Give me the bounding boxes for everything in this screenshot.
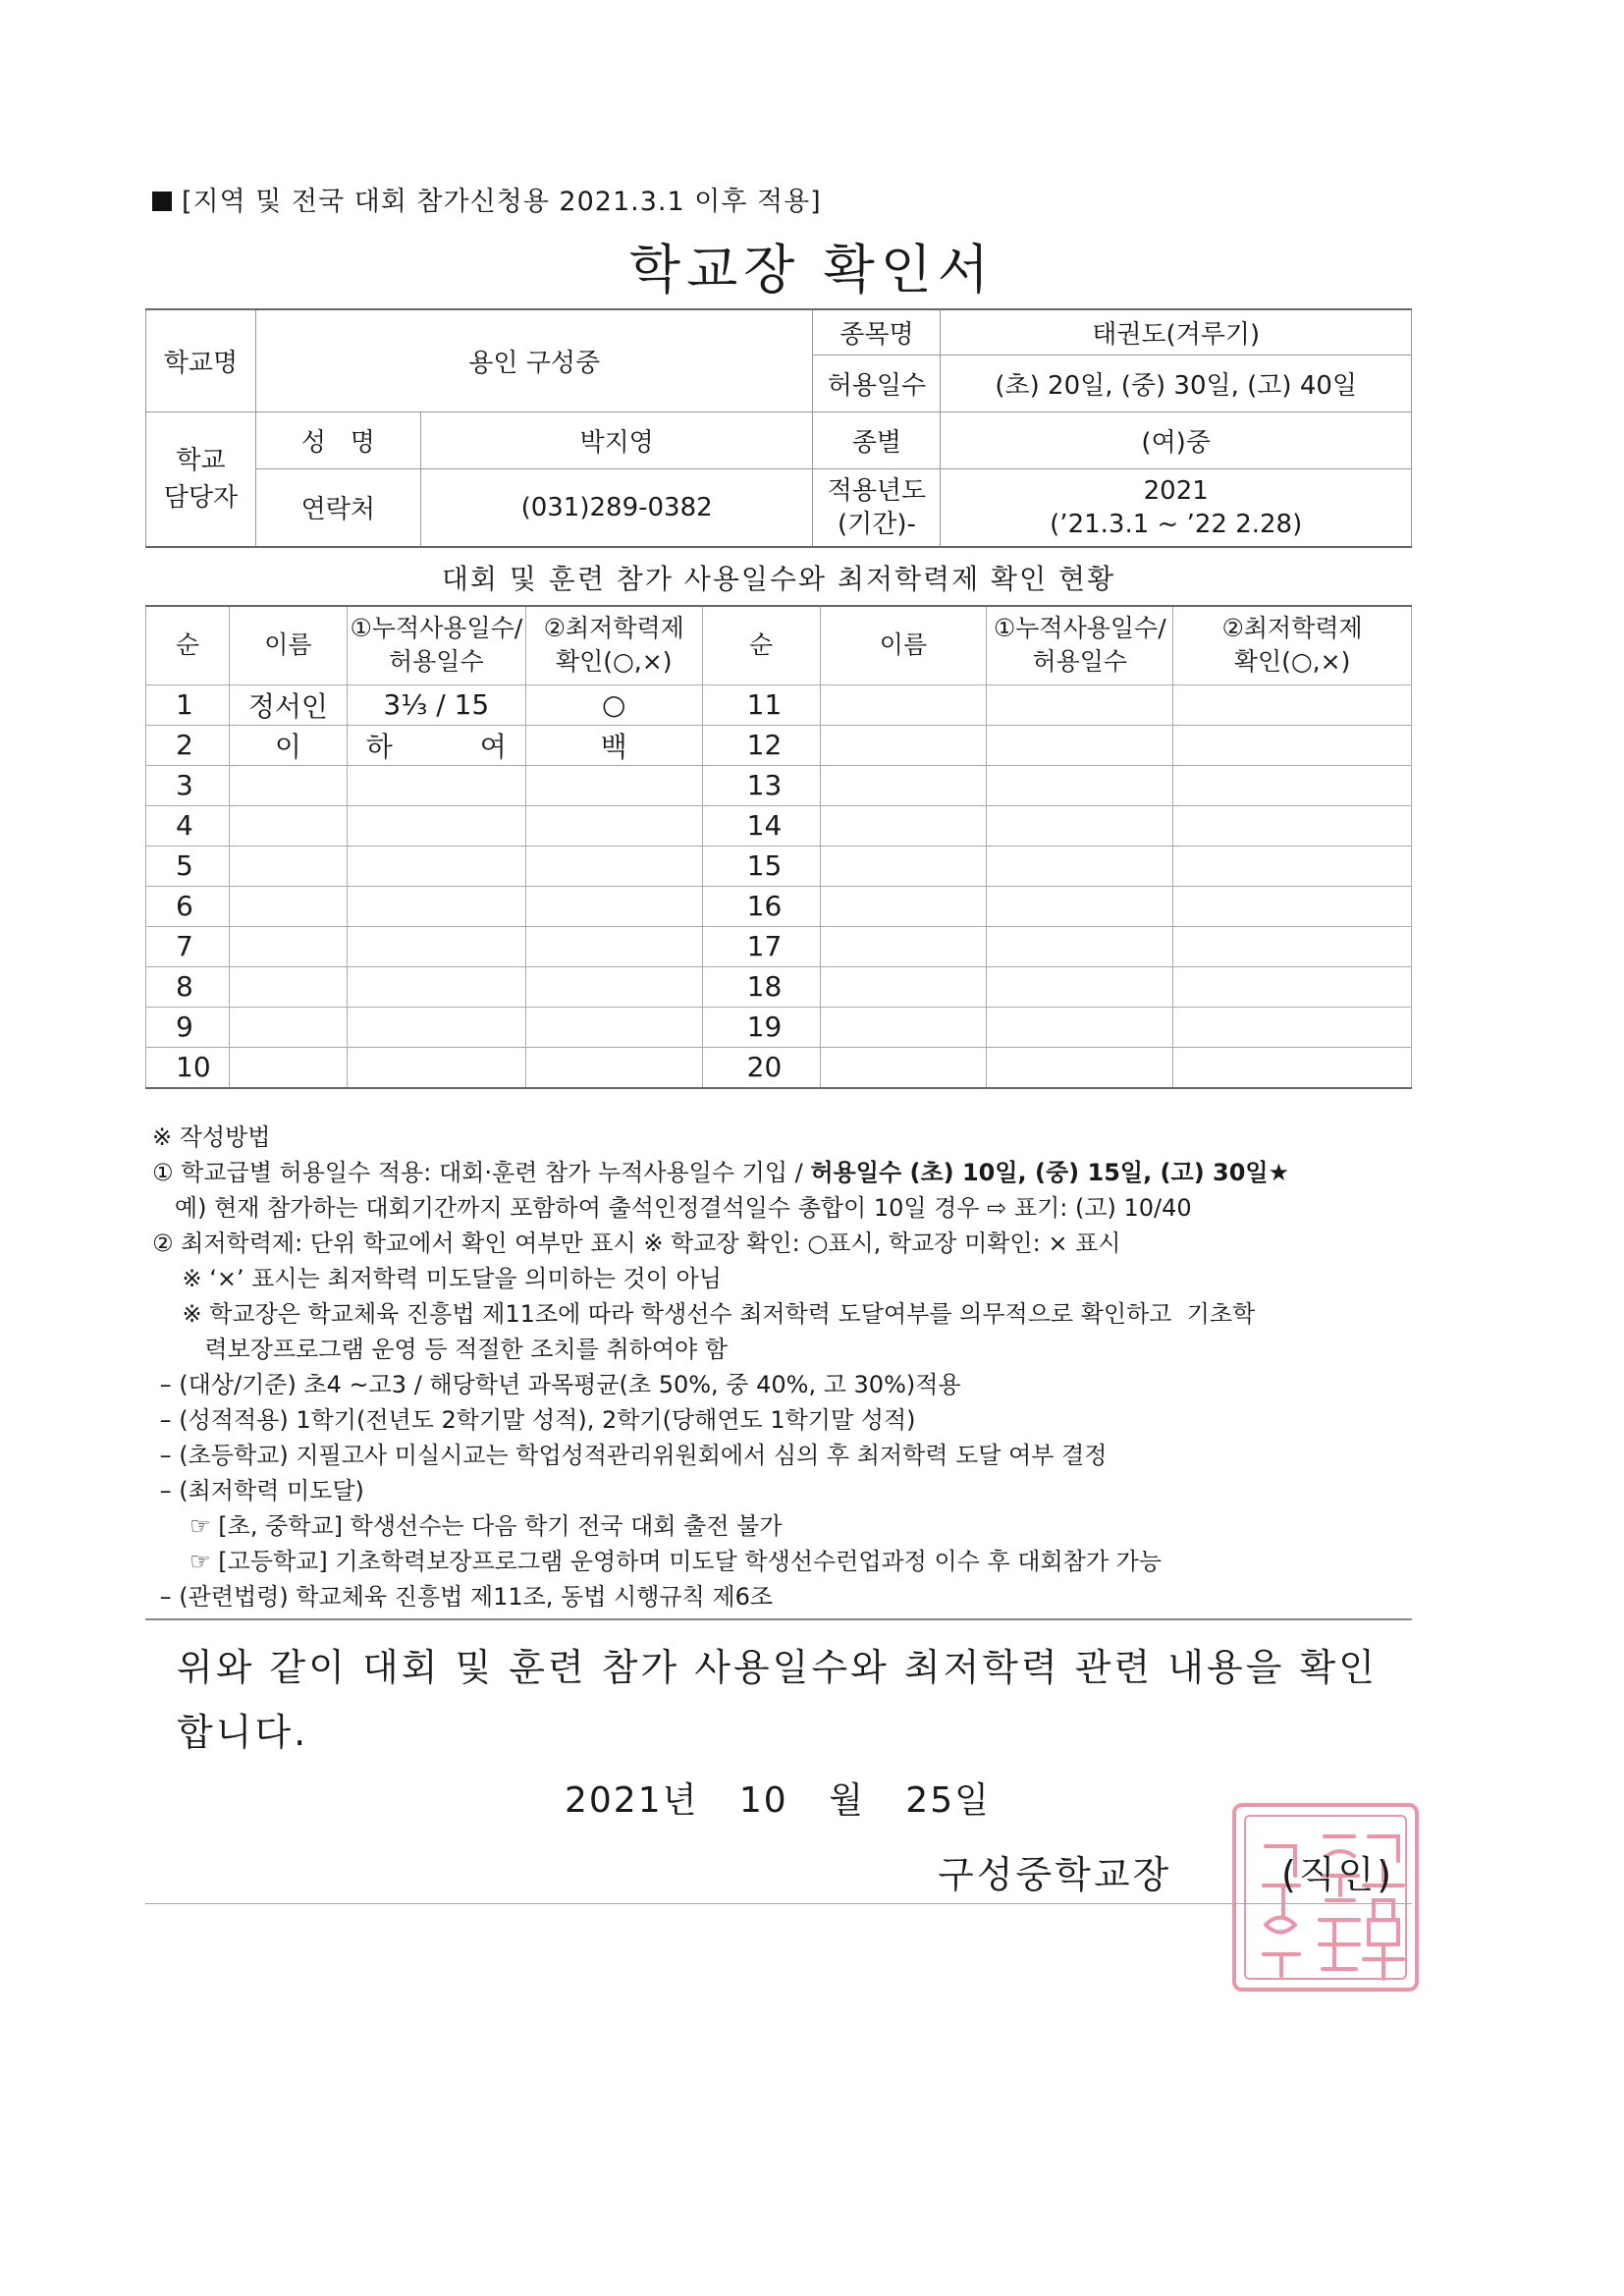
row-check: ○ xyxy=(525,684,702,725)
header-days-line2: 허용일수 xyxy=(389,647,484,677)
instruction-line: – (성적적용) 1학기(전년도 2학기말 성적), 2학기(당해연도 1학기말 성적) xyxy=(152,1406,916,1434)
instruction-line: – (관련법령) 학교체육 진흥법 제11조, 동법 시행규칙 제6조 xyxy=(152,1583,774,1611)
row-check-2 xyxy=(1173,966,1412,1007)
instruction-bold-text: 허용일수 (초) 10일, (중) 15일, (고) 30일★ xyxy=(810,1159,1290,1186)
info-table xyxy=(145,308,1412,548)
row-name-2 xyxy=(820,966,987,1007)
instruction-line: 예) 현재 참가하는 대회기간까지 포함하여 출석인정결석일수 총합이 10일 경우 ⇨ 표기: (고) 10/40 xyxy=(152,1194,1192,1222)
form-usage-tag xyxy=(152,180,822,218)
seal-label: (직인) xyxy=(1281,1853,1395,1896)
row-no-2: 17 xyxy=(702,926,820,966)
row-name: 정서인 xyxy=(229,684,347,725)
instruction-line xyxy=(152,1155,1429,1190)
row-days xyxy=(347,926,525,966)
row-days-2 xyxy=(987,1047,1173,1088)
row-name-2 xyxy=(820,926,987,966)
row-days xyxy=(347,966,525,1007)
header-days-2 xyxy=(987,606,1173,684)
row-name: 이 xyxy=(229,725,347,765)
row-check xyxy=(525,805,702,846)
allowed-days-label: 허용일수 xyxy=(813,355,941,411)
year-label xyxy=(813,468,941,547)
row-name-2 xyxy=(820,1047,987,1088)
table-row xyxy=(146,926,1412,966)
row-no-2: 15 xyxy=(702,846,820,886)
row-days-2 xyxy=(987,966,1173,1007)
row-name-2 xyxy=(820,684,987,725)
row-no: 7 xyxy=(146,926,230,966)
row-no: 8 xyxy=(146,966,230,1007)
row-name xyxy=(229,765,347,805)
row-check-2 xyxy=(1173,725,1412,765)
instruction-line: – (최저학력 미도달) xyxy=(152,1477,364,1504)
table-row xyxy=(146,886,1412,926)
row-check xyxy=(525,926,702,966)
header-days-line1: ①누적사용일수/ xyxy=(350,614,523,643)
row-check xyxy=(525,765,702,805)
row-check-2 xyxy=(1173,926,1412,966)
row-name xyxy=(229,805,347,846)
row-no-2: 14 xyxy=(702,805,820,846)
divider-top xyxy=(145,1618,1412,1620)
row-check-2 xyxy=(1173,684,1412,725)
instruction-line: ☞ [초, 중학교] 학생선수는 다음 학기 전국 대회 출전 불가 xyxy=(152,1512,783,1540)
square-bullet-icon xyxy=(152,191,172,211)
table-row xyxy=(146,765,1412,805)
row-no: 6 xyxy=(146,886,230,926)
header-days-line2-2: 허용일수 xyxy=(1032,647,1128,677)
roster-subtitle: 대회 및 훈련 참가 사용일수와 최저학력제 확인 현황 xyxy=(441,563,1116,595)
header-check-line1: ②최저학력제 xyxy=(543,614,684,643)
row-no-2: 18 xyxy=(702,966,820,1007)
row-no-2: 19 xyxy=(702,1007,820,1047)
year-value-line2: (’21.3.1 ~ ’22 2.28) xyxy=(1050,509,1303,539)
seal-glyphs xyxy=(1236,1807,1423,1995)
header-no: 순 xyxy=(146,606,230,684)
header-check-2 xyxy=(1173,606,1412,684)
gender-label: 종별 xyxy=(813,411,941,468)
form-usage-text: [지역 및 전국 대회 참가신청용 2021.3.1 이후 적용] xyxy=(182,187,822,217)
year-label-line1: 적용년도 xyxy=(827,475,927,506)
row-check-2 xyxy=(1173,1047,1412,1088)
contact-label: 연락처 xyxy=(255,468,420,547)
allowed-days-value: (초) 20일, (중) 30일, (고) 40일 xyxy=(941,355,1412,411)
year-value-line1: 2021 xyxy=(1143,475,1209,506)
row-check xyxy=(525,966,702,1007)
event-value: 태권도(겨루기) xyxy=(941,309,1412,355)
row-days-2 xyxy=(987,926,1173,966)
row-days-2 xyxy=(987,725,1173,765)
instruction-text: ① 학교급별 허용일수 적용: 대회·훈련 참가 누적사용일수 기입 / xyxy=(152,1159,811,1186)
instructions xyxy=(152,1120,1429,1614)
row-days: 3⅓ / 15 xyxy=(347,684,525,725)
row-no: 10 xyxy=(146,1047,230,1088)
row-days xyxy=(347,805,525,846)
year-value xyxy=(941,468,1412,547)
header-check-line2: 확인(○,×) xyxy=(555,647,673,677)
confirmation-date: 2021년 10 월 25일 xyxy=(565,1780,991,1821)
header-name: 이름 xyxy=(229,606,347,684)
header-name-2: 이름 xyxy=(820,606,987,684)
row-check: 백 xyxy=(525,725,702,765)
row-name xyxy=(229,846,347,886)
row-check xyxy=(525,1047,702,1088)
table-row xyxy=(146,725,1412,765)
row-check-2 xyxy=(1173,886,1412,926)
name-label: 성 명 xyxy=(255,411,420,468)
row-no-2: 12 xyxy=(702,725,820,765)
roster-table xyxy=(145,605,1412,1089)
document-title: 학교장 확인서 xyxy=(628,239,996,301)
instruction-line: ※ ‘×’ 표시는 최저학력 미도달을 의미하는 것이 아님 xyxy=(152,1265,722,1292)
row-check xyxy=(525,886,702,926)
row-no-2: 11 xyxy=(702,684,820,725)
row-no: 9 xyxy=(146,1007,230,1047)
divider-bottom xyxy=(145,1903,1412,1904)
row-check-2 xyxy=(1173,1007,1412,1047)
row-days-2 xyxy=(987,805,1173,846)
header-check-line2-2: 확인(○,×) xyxy=(1233,647,1351,677)
row-days: 하 여 xyxy=(347,725,525,765)
row-no-2: 16 xyxy=(702,886,820,926)
event-label: 종목명 xyxy=(813,309,941,355)
year-label-line2: (기간)- xyxy=(837,509,916,539)
header-no-2: 순 xyxy=(702,606,820,684)
row-no: 1 xyxy=(146,684,230,725)
row-name-2 xyxy=(820,765,987,805)
table-row xyxy=(146,966,1412,1007)
table-row xyxy=(146,846,1412,886)
name-value: 박지영 xyxy=(420,411,813,468)
header-check xyxy=(525,606,702,684)
row-no: 4 xyxy=(146,805,230,846)
row-name-2 xyxy=(820,805,987,846)
table-row xyxy=(146,1047,1412,1088)
row-days xyxy=(347,886,525,926)
instruction-line: ② 최저학력제: 단위 학교에서 확인 여부만 표시 ※ 학교장 확인: ○표시, 학교장 미확인: × 표시 xyxy=(152,1230,1121,1257)
row-no: 5 xyxy=(146,846,230,886)
row-name xyxy=(229,886,347,926)
row-name xyxy=(229,966,347,1007)
row-check-2 xyxy=(1173,805,1412,846)
instruction-line: – (대상/기준) 초4 ~고3 / 해당학년 과목평균(초 50%, 중 40%, 고 30%)적용 xyxy=(152,1371,961,1398)
school-value: 용인 구성중 xyxy=(255,309,813,411)
school-label: 학교명 xyxy=(146,309,256,411)
instruction-line: 력보장프로그램 운영 등 적절한 조치를 취하여야 함 xyxy=(152,1336,729,1363)
row-days-2 xyxy=(987,1007,1173,1047)
header-check-line1-2: ②최저학력제 xyxy=(1221,614,1363,643)
signer-title: 구성중학교장 xyxy=(938,1853,1172,1896)
table-row xyxy=(146,805,1412,846)
row-name-2 xyxy=(820,846,987,886)
header-days xyxy=(347,606,525,684)
row-check xyxy=(525,846,702,886)
row-no: 3 xyxy=(146,765,230,805)
gender-value: (여)중 xyxy=(941,411,1412,468)
row-check-2 xyxy=(1173,846,1412,886)
row-name xyxy=(229,1007,347,1047)
confirmation-text: 위와 같이 대회 및 훈련 참가 사용일수와 최저학력 관련 내용을 확인합니다. xyxy=(177,1646,1378,1754)
table-row xyxy=(146,1007,1412,1047)
row-name-2 xyxy=(820,725,987,765)
instruction-line: ※ 학교장은 학교체육 진흥법 제11조에 따라 학생선수 최저학력 도달여부를 의무적으로 확인하고 기초학 xyxy=(152,1300,1256,1328)
row-no: 2 xyxy=(146,725,230,765)
instructions-heading: ※ 작성방법 xyxy=(152,1123,271,1151)
row-days xyxy=(347,765,525,805)
row-check-2 xyxy=(1173,765,1412,805)
row-no-2: 20 xyxy=(702,1047,820,1088)
row-name xyxy=(229,926,347,966)
row-days-2 xyxy=(987,886,1173,926)
row-days xyxy=(347,1047,525,1088)
header-days-line1-2: ①누적사용일수/ xyxy=(993,614,1166,643)
row-check xyxy=(525,1007,702,1047)
row-name-2 xyxy=(820,886,987,926)
instruction-line: – (초등학교) 지필고사 미실시교는 학업성적관리위원회에서 심의 후 최저학력 도달 여부 결정 xyxy=(152,1442,1108,1469)
table-row xyxy=(146,684,1412,725)
row-days xyxy=(347,846,525,886)
manager-label: 학교 담당자 xyxy=(146,411,256,547)
row-no-2: 13 xyxy=(702,765,820,805)
row-days-2 xyxy=(987,684,1173,725)
row-days-2 xyxy=(987,846,1173,886)
instruction-line: ☞ [고등학교] 기초학력보장프로그램 운영하며 미도달 학생선수런업과정 이수 후 대회참가 가능 xyxy=(152,1548,1163,1575)
contact-value: (031)289-0382 xyxy=(420,468,813,547)
row-days xyxy=(347,1007,525,1047)
row-name xyxy=(229,1047,347,1088)
row-name-2 xyxy=(820,1007,987,1047)
row-days-2 xyxy=(987,765,1173,805)
